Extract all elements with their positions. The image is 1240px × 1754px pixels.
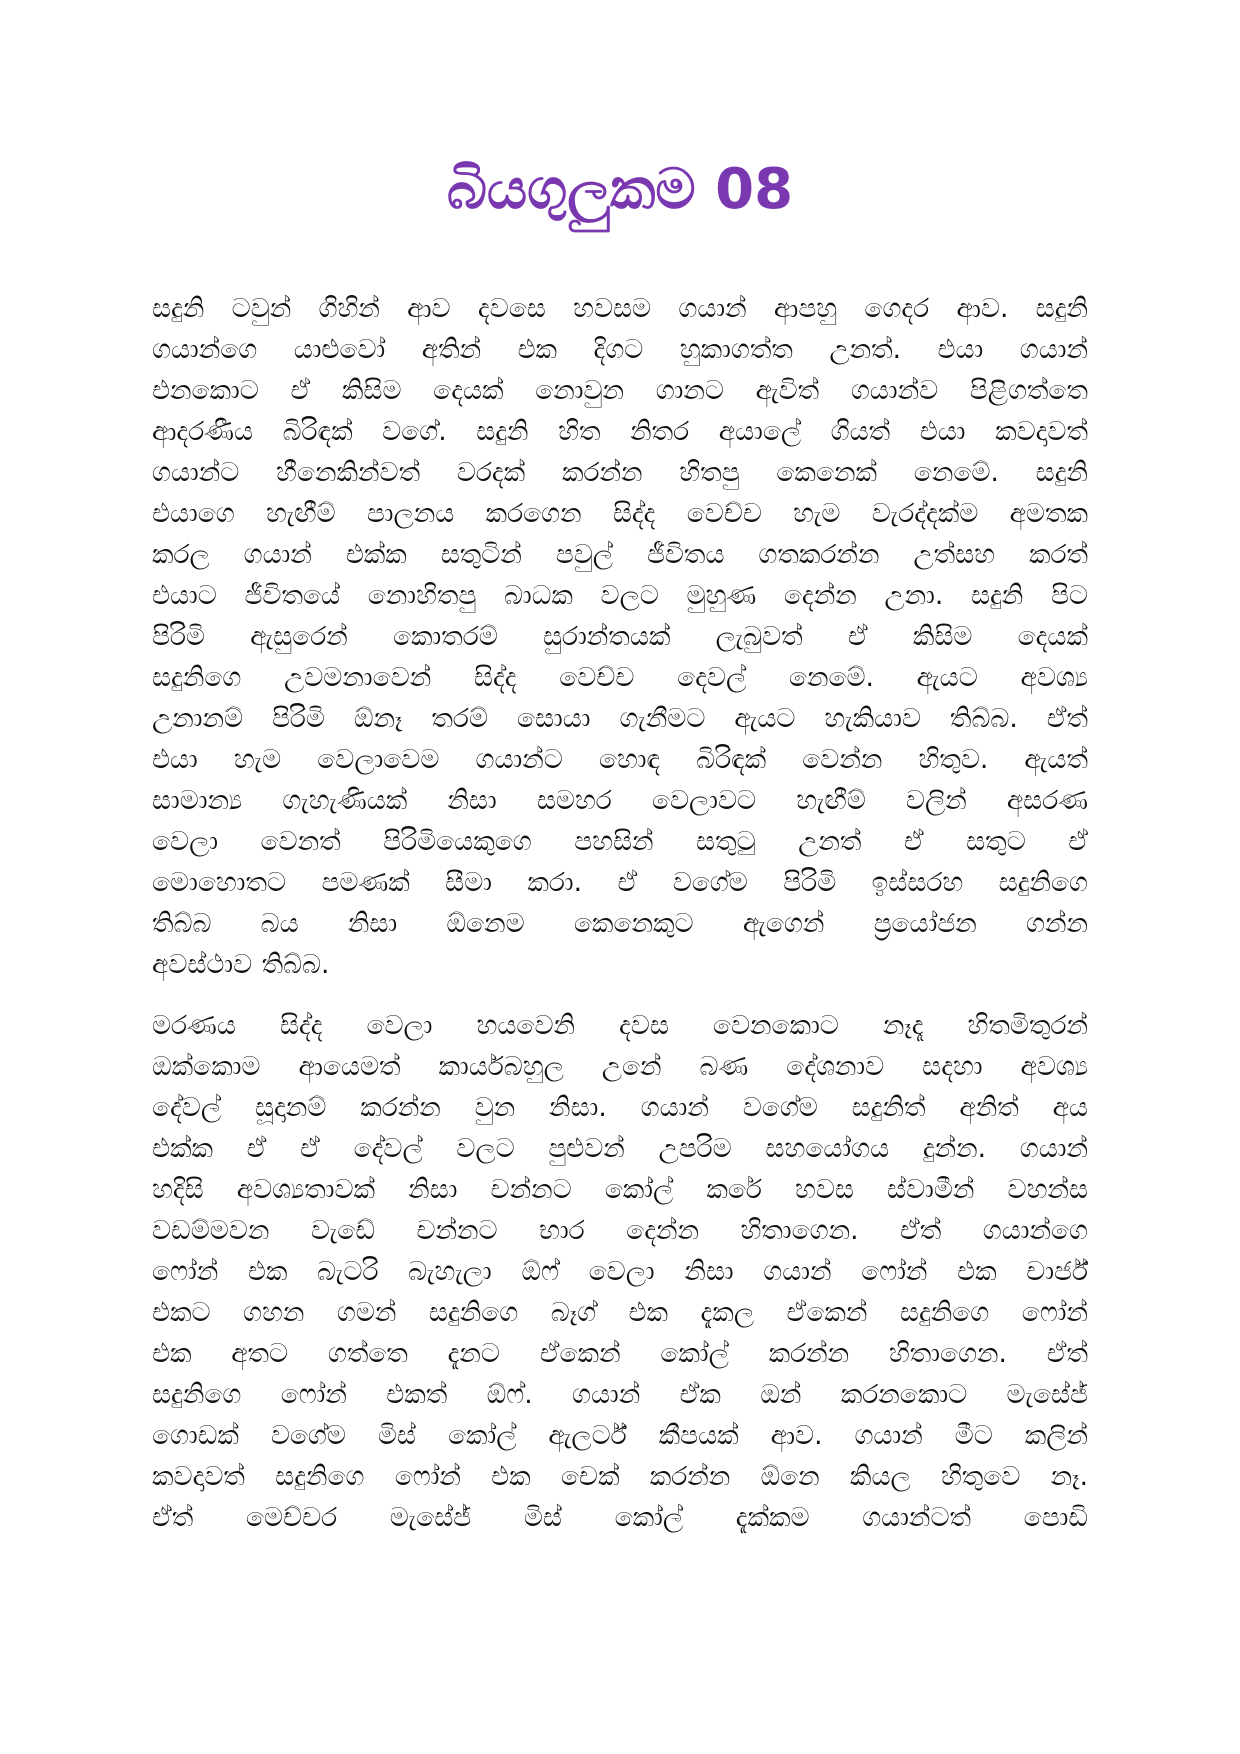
text-line: එයා හැම වෙලාවෙම ගයාන්ට හොඳ බිරිඳක් වෙන්න හිතුව. ඇයත් bbox=[152, 744, 1088, 775]
text-line: සදුනි ටවුන් ගිහින් ආව දවසෙ හවසම ගයාන් ආපහු ගෙදර ආව. සදුනි bbox=[152, 293, 1088, 324]
paragraph bbox=[152, 1005, 1088, 1538]
text-line: වඩම්මවන වැඩේ චන්නට භාර දෙන්න හිතාගෙන. ඒත් ගයාන්ගෙ bbox=[152, 1215, 1088, 1246]
text-line: සදුනිගෙ උවමනාවෙන් සිද්ද වෙච්ච දෙවල් නෙමේ. ඇයට අවශ්‍ය bbox=[152, 662, 1088, 693]
text-line: අවස්ථාව තිබ්බ. bbox=[152, 949, 330, 980]
text-line: උනානම් පිරිමි ඕනෑ තරම් සොයා ගැනීමට ඇයට හැකියාව තිබ්බ. ඒත් bbox=[152, 703, 1088, 734]
text-line: පිරිමි ඇසුරෙන් කොතරම් සුරාන්තයක් ලැබුවත් ඒ කිසිම දෙයක් bbox=[152, 621, 1088, 652]
document-body bbox=[152, 288, 1088, 1558]
text-line: කවදාවත් සදුනිගෙ ෆෝන් එක චෙක් කරන්න ඕනෙ කියල හිතුවෙ නෑ. bbox=[152, 1461, 1088, 1492]
text-line: ඒත් මෙච්චර මැසේජ් මිස් කෝල් දැක්කම ගයාන්ටත් පොඩි bbox=[152, 1502, 1088, 1533]
text-line: ආදරණීය බිරිඳක් වගේ. සදුනි හිත නිතර අයාලේ ගියත් එයා කවදාවත් bbox=[152, 416, 1088, 447]
text-line: සාමාන්‍ය ගැහැණියක් නිසා සමහර වෙලාවට හැඟීම් වලින් අසරණ bbox=[152, 785, 1088, 816]
text-line: එක්ක ඒ ඒ දේවල් වලට පුළුවන් උපරිම සහයෝගය දුන්න. ගයාන් bbox=[152, 1133, 1088, 1164]
text-line: කරල ගයාන් එක්ක සතුටින් පවුල් ජීවිතය ගතකරන්න උත්සහ කරත් bbox=[152, 539, 1088, 570]
paragraph bbox=[152, 288, 1088, 985]
text-line: දේවල් සූදානම් කරන්න වුන නිසා. ගයාන් වගේම සදුනිත් අනිත් අය bbox=[152, 1092, 1088, 1123]
text-line: මරණය සිද්ද වෙලා හයවෙනි දවස වෙනකොට නෑදෑ හිතමිතුරන් bbox=[152, 1010, 1088, 1041]
text-line: එයාගෙ හැඟීම් පාලනය කරගෙන සිද්ද වෙච්ච හැම වැරද්දක්ම අමතක bbox=[152, 498, 1088, 529]
page-title: බියගුලුකම 08 bbox=[446, 157, 794, 222]
text-line: එක අතට ගත්තෙ දැනට ඒකෙන් කෝල් කරන්න හිතාගෙන. ඒත් bbox=[152, 1338, 1088, 1369]
text-line: තිබ්බ බය නිසා ඕනෙම කෙනෙකුට ඇගෙන් ප්‍රයෝජන ගන්න bbox=[152, 908, 1088, 939]
text-line: ගයාන්ගෙ යාළුවෝ අතින් එක දිගට හුකාගත්ත උනත්. එයා ගයාන් bbox=[152, 334, 1088, 365]
text-line: සදුනිගෙ ෆෝන් එකත් ඕෆ්. ගයාන් ඒක ඔන් කරනකොට මැසේජ් bbox=[152, 1379, 1088, 1410]
text-line: ඔක්කොම ආයෙමත් කාර්යබහුල උනේ බණ දේශනාව සදහා අවශ්‍ය bbox=[152, 1051, 1088, 1082]
text-line: වෙලා වෙනත් පිරිමියෙකුගෙ පහසින් සතුටු උනත් ඒ සතුට ඒ bbox=[152, 826, 1088, 857]
text-line: ගයාන්ට හීනෙකින්වත් වරදක් කරන්න හිතපු කෙනෙක් නෙමේ. සදුනි bbox=[152, 457, 1088, 488]
text-line: ගොඩක් වගේම මිස් කෝල් ඇලර්ට් කීපයක් ආව. ගයාන් මීට කලින් bbox=[152, 1420, 1088, 1451]
text-line: හදිසි අවශ්‍යතාවක් නිසා චන්නට කෝල් කරේ හවස ස්වාමීන් වහන්ස bbox=[152, 1174, 1088, 1205]
text-line: මොහොතට පමණක් සීමා කරා. ඒ වගේම පිරිමි ඉස්සරහ සදුනිගෙ bbox=[152, 867, 1088, 898]
text-line: එයාට ජීවිතයේ නොහිතපු බාධක වලට මුහුණ දෙන්න උනා. සදුනි පිට bbox=[152, 580, 1088, 611]
text-line: එකට ගහන ගමන් සදුනිගෙ බෑග් එක දැකල ඒකෙන් සදුනිගෙ ෆෝන් bbox=[152, 1297, 1088, 1328]
text-line: ෆෝන් එක බැටරි බැහැලා ඕෆ් වෙලා නිසා ගයාන් ෆෝන් එක චාර්ජ් bbox=[152, 1256, 1088, 1287]
text-line: එනකොට ඒ කිසිම දෙයක් නොවුන ගානට ඇවිත් ගයාන්ව පිළිගත්තෙ bbox=[152, 375, 1088, 406]
